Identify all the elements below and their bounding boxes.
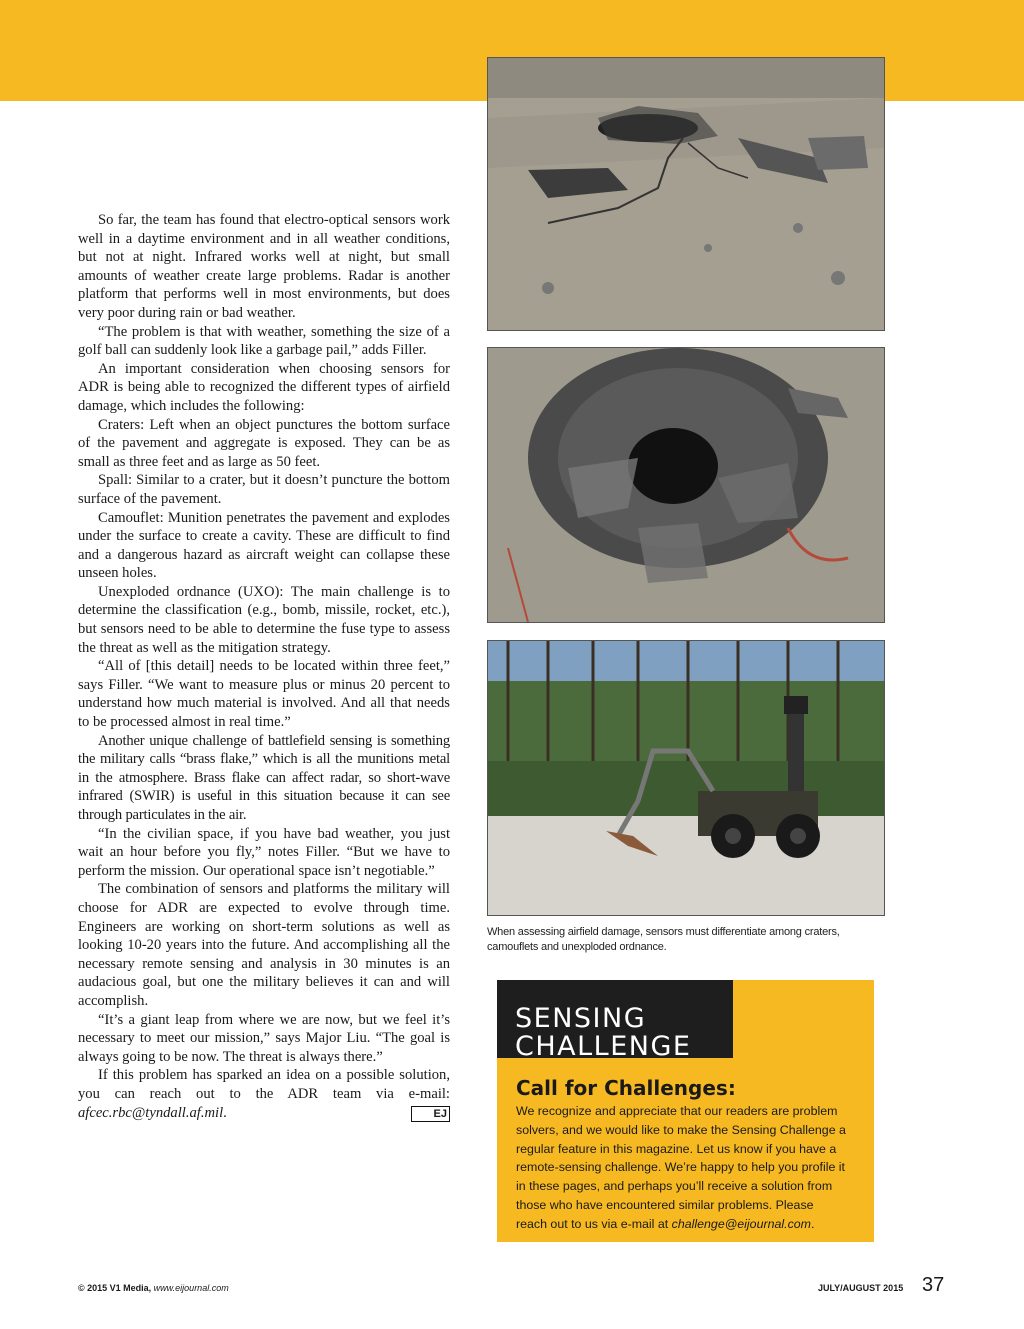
sensing-challenge-sidebar	[497, 980, 874, 1242]
photo-robot	[487, 640, 885, 916]
article-body	[78, 211, 450, 1122]
paragraph: Spall: Similar to a crater, but it doesn’t puncture the bottom surface of the pavement.	[78, 472, 450, 507]
photo-caption: When assessing airfield damage, sensors must differentiate among craters, camouflets and unexploded ordnance.	[487, 926, 840, 953]
paragraph: “The problem is that with weather, something the size of a golf ball can suddenly look like a garbage pail,” adds Filler.	[78, 323, 450, 359]
paragraph: Craters: Left when an object punctures the bottom surface of the pavement and aggregate is exposed. They can be as small as three feet and as large as 50 feet.	[78, 416, 450, 470]
sidebar-title-line1: SENSING	[515, 1003, 647, 1034]
contact-email[interactable]: afcec.rbc@tyndall.af.mil	[78, 1104, 224, 1121]
paragraph: The combination of sensors and platforms the military will choose for ADR are expected to evolve through time. Engineers are working on short-term solutions as well as looking 10-20 years into the future. And accomplishing all the necessary remote sensing and analysis in 30 minutes is an audacious goal, but one the military believes it can and will accomplish.	[78, 881, 450, 1009]
footer-website[interactable]: www.eijournal.com	[153, 1283, 229, 1293]
sidebar-email[interactable]: challenge@eijournal.com	[671, 1216, 811, 1231]
paragraph: Another unique challenge of battlefield sensing is something the military calls “brass flake,” which is all the munitions metal in the atmosphere. Brass flake can affect radar, so short-wave infrared (SWIR) is useful in this situation because it can see through particulates in the air.	[78, 732, 450, 823]
footer-copyright: © 2015 V1 Media, www.eijournal.com	[78, 1283, 229, 1293]
closing-paragraph: If this problem has sparked an idea on a possible solution, you can reach out to the ADR team via e-mail: afcec.rbc@tyndall.af.mil. EJ	[78, 1067, 450, 1121]
paragraph: Unexploded ordnance (UXO): The main challenge is to determine the classification (e.g., bomb, missile, rocket, etc.), but sensors need to be able to determine the fuse type to assess the threat as well as the mitigation strategy.	[78, 583, 450, 656]
photo-crater	[487, 347, 885, 623]
sidebar-body: We recognize and appreciate that our readers are problem solvers, and we would like to make the Sensing Challenge a regular feature in this magazine. Let us know if you have a remote-sensing challenge. We’re happy to help you profile it in these pages, and perhaps you’ll receive a solution from those who have encountered similar problems. Please reach out to us via e-mail at challenge@eijournal.com.	[516, 1104, 846, 1231]
paragraph: Camouflet: Munition penetrates the pavement and explodes under the surface to create a cavity. These are difficult to find and a dangerous hazard as aircraft weight can collapse these unseen holes.	[78, 509, 450, 582]
end-mark-icon: EJ	[411, 1106, 450, 1122]
sidebar-heading: Call for Challenges:	[516, 1076, 736, 1100]
paragraph: “It’s a giant leap from where we are now, but we feel it’s necessary to meet our mission,” says Major Liu. “The goal is always going to be now. The threat is always there.”	[78, 1011, 450, 1065]
paragraph: “All of [this detail] needs to be located within three feet,” says Filler. “We want to measure plus or minus 20 percent to understand how much material is involved. And all that needs to be processed almost in real time.”	[78, 658, 450, 731]
paragraph: So far, the team has found that electro-optical sensors work well in a daytime environment and in all weather conditions, but not at night. Infrared works well at night, but small amounts of weather create large problems. Radar is another platform that performs well in most environments, but does very poor during rain or bad weather.	[78, 212, 450, 321]
page-number: 37	[922, 1274, 945, 1296]
sidebar-title-block	[497, 980, 733, 1062]
footer-issue: JULY/AUGUST 2015	[818, 1283, 904, 1293]
paragraph: An important consideration when choosing sensors for ADR is being able to recognized the different types of airfield damage, which includes the following:	[78, 360, 450, 414]
photo-spall	[487, 57, 885, 331]
paragraph: “In the civilian space, if you have bad weather, you just wait an hour before you fly,” notes Filler. “But we have to perform the mission. Our operational space isn’t negotiable.”	[78, 825, 450, 879]
sidebar-title-line2: CHALLENGE	[515, 1031, 692, 1062]
